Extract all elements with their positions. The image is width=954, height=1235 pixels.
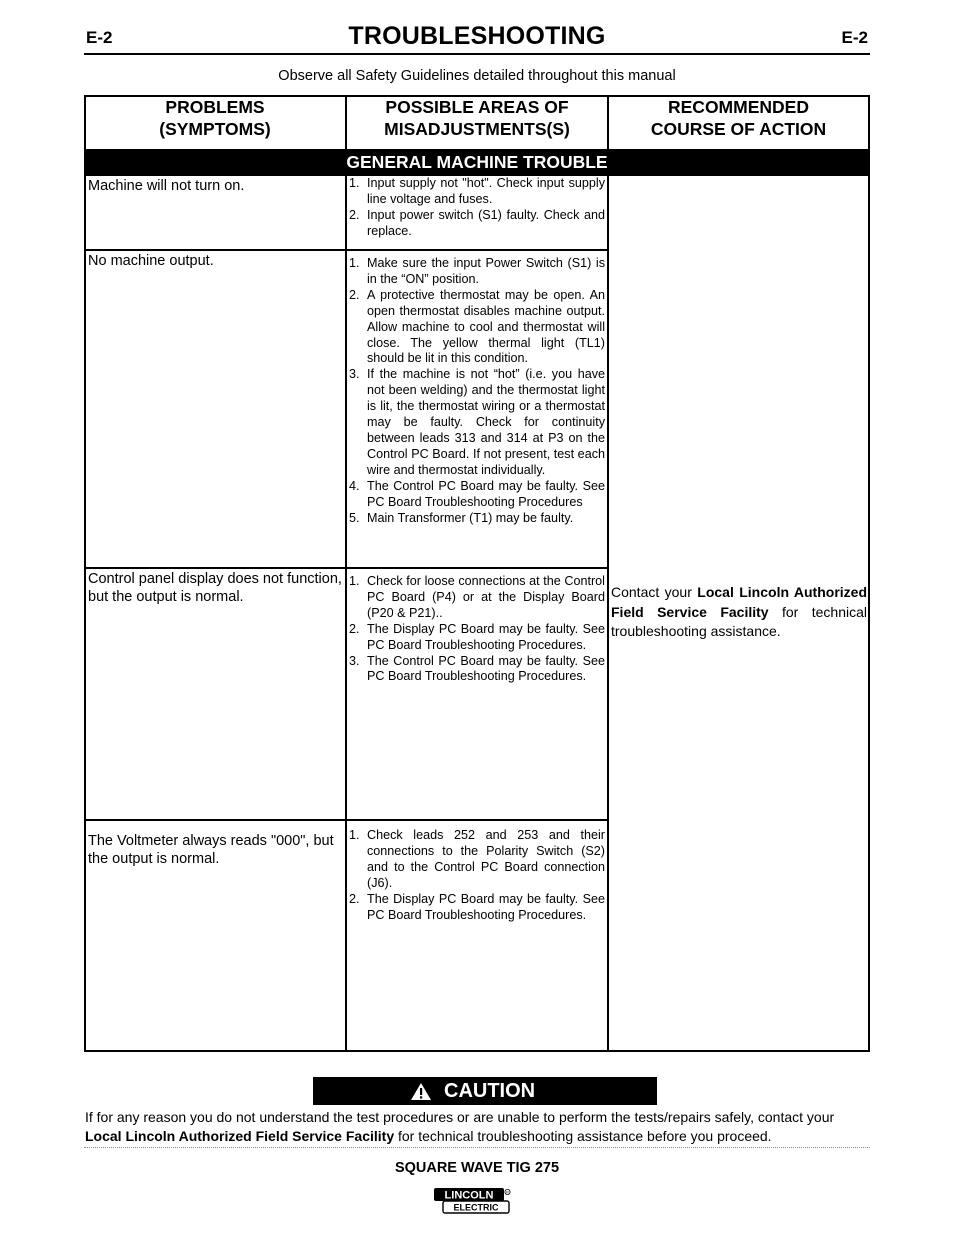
column-header-misadjustments-line1: POSSIBLE AREAS OF bbox=[385, 97, 569, 117]
table-divider-2 bbox=[607, 95, 609, 1052]
table-border-right bbox=[868, 95, 870, 1052]
cause-item: 1. Make sure the input Power Switch (S1) is in the “ON” position. bbox=[349, 256, 605, 286]
cause-item: 5. Main Transformer (T1) may be faulty. bbox=[349, 510, 574, 525]
table-divider-1 bbox=[345, 95, 347, 1052]
cause-item: 2. The Display PC Board may be faulty. See PC Board Troubleshooting Procedures. bbox=[349, 891, 605, 922]
cause-list bbox=[349, 256, 605, 526]
table-border-left bbox=[84, 95, 86, 1052]
cause-item: 2. A protective thermostat may be open. An open thermostat disables machine output. Allow machine to cool and thermostat will close. The yellow thermal light (TL1) should be lit in this condition. bbox=[349, 287, 605, 366]
safety-note: Observe all Safety Guidelines detailed throughout this manual bbox=[278, 68, 676, 84]
column-header-problems bbox=[85, 96, 345, 148]
problem-text: No machine output. bbox=[88, 253, 214, 269]
cause-item: 3. If the machine is not “hot” (i.e. you have not been welding) and the thermostat light is lit, the thermostat wiring or a thermostat may be faulty. Check for continuity between leads 313 and 314 at P3 on the Control PC Board. If not present, test each wire and thermostat individually. bbox=[349, 367, 605, 477]
problem-text: Control panel display does not function, but the output is normal. bbox=[88, 571, 342, 605]
page-title: TROUBLESHOOTING bbox=[348, 22, 606, 50]
model-name: SQUARE WAVE TIG 275 bbox=[394, 1160, 560, 1176]
row-separator bbox=[84, 249, 608, 251]
cause-item: 1. Check for loose connections at the Control PC Board (P4) or at the Display Board (P20 & P21).. bbox=[349, 574, 605, 620]
cause-item: 1. Check leads 252 and 253 and their connections to the Polarity Switch (S2) and to the Control PC Board connection (J6). bbox=[349, 828, 605, 890]
column-header-action-line2: COURSE OF ACTION bbox=[650, 119, 827, 139]
page-code-right: E-2 bbox=[841, 28, 868, 47]
cause-item: 1. Input supply not "hot". Check input supply line voltage and fuses. bbox=[349, 176, 605, 206]
svg-text:R: R bbox=[506, 1190, 509, 1195]
column-header-problems-line1: PROBLEMS bbox=[165, 97, 265, 117]
column-header-action-line1: RECOMMENDED bbox=[668, 97, 809, 117]
table-border-bottom bbox=[84, 1050, 870, 1052]
row-separator bbox=[84, 567, 608, 569]
recommended-action: Contact your Local Lincoln Authorized Field Service Facility for technical troubleshooting assistance. bbox=[611, 584, 868, 639]
problem-text: The Voltmeter always reads "000", but the output is normal. bbox=[88, 833, 334, 867]
column-header-action bbox=[609, 96, 868, 148]
column-header-misadjustments bbox=[347, 96, 607, 148]
svg-text:ELECTRIC: ELECTRIC bbox=[453, 1202, 499, 1213]
cause-item: 4. The Control PC Board may be faulty. See PC Board Troubleshooting Procedures bbox=[349, 478, 605, 509]
svg-text:LINCOLN: LINCOLN bbox=[444, 1189, 494, 1202]
cause-item: 2. Input power switch (S1) faulty. Check and replace. bbox=[349, 207, 605, 238]
cause-list bbox=[349, 176, 605, 240]
cause-list bbox=[349, 828, 605, 923]
footer-rule bbox=[84, 1147, 870, 1148]
row-separator bbox=[84, 819, 608, 821]
section-title: GENERAL MACHINE TROUBLE bbox=[346, 152, 608, 172]
cause-list bbox=[349, 574, 605, 685]
warning-triangle-icon bbox=[410, 1082, 432, 1101]
lincoln-electric-logo bbox=[433, 1187, 513, 1215]
title-rule bbox=[84, 53, 870, 55]
caution-banner bbox=[313, 1077, 657, 1105]
page-code-left: E-2 bbox=[86, 28, 113, 47]
problem-text: Machine will not turn on. bbox=[88, 178, 245, 194]
section-band bbox=[85, 149, 869, 176]
cause-item: 2. The Display PC Board may be faulty. See PC Board Troubleshooting Procedures. bbox=[349, 621, 605, 652]
column-header-misadjustments-line2: MISADJUSTMENTS(S) bbox=[384, 119, 570, 139]
cause-item: 3. The Control PC Board may be faulty. See PC Board Troubleshooting Procedures. bbox=[349, 653, 605, 684]
caution-label: CAUTION bbox=[444, 1080, 536, 1102]
column-header-problems-line2: (SYMPTOMS) bbox=[159, 119, 271, 139]
caution-text: If for any reason you do not understand the test procedures or are unable to perform the tests/repairs safely, contact your Local Lincoln Authorized Field Service Facility for technical troubleshooting assistance before you proceed. bbox=[85, 1109, 835, 1144]
